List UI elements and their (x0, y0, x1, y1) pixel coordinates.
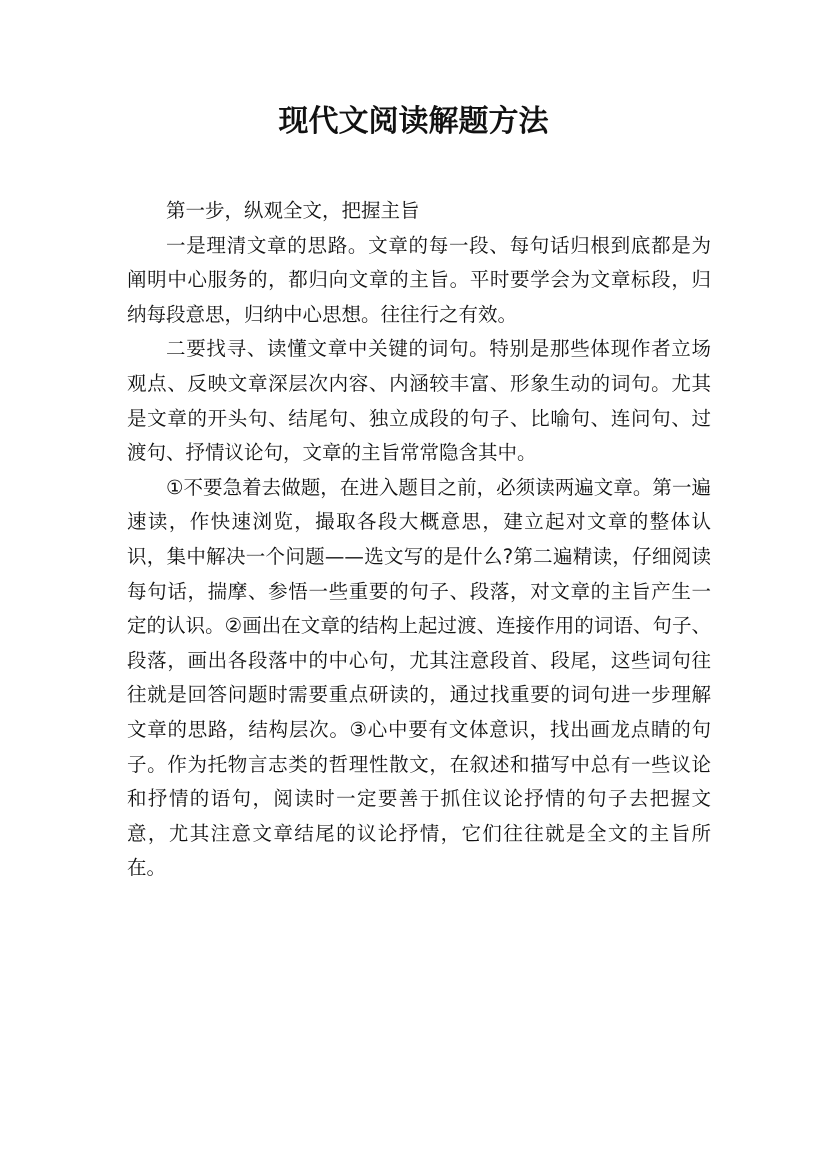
paragraph-key-sentences: 二要找寻、读懂文章中关键的词句。特别是那些体现作者立场观点、反映文章深层次内容、内涵较丰富、形象生动的词句。尤其是文章的开头句、结尾句、独立成段的句子、比喻句、连问句、过渡句、抒情议论句，文章的主旨常常隐含其中。 (127, 337, 711, 465)
paragraph-step-one-heading: 第一步，纵观全文，把握主旨 (166, 199, 420, 222)
paragraph-clarify-thinking: 一是理清文章的思路。文章的每一段、每句话归根到底都是为阐明中心服务的，都归向文章的主旨。平时要学会为文章标段，归纳每段意思，归纳中心思想。往往行之有效。 (127, 233, 711, 326)
paragraph-reading-method: ①不要急着去做题，在进入题目之前，必须读两遍文章。第一遍速读，作快速浏览，撮取各段大概意思，建立起对文章的整体认识，集中解决一个问题——选文写的是什么?第二遍精读，仔细阅读每句话，揣摩、参悟一些重要的句子、段落，对文章的主旨产生一定的认识。②画出在文章的结构上起过渡、连接作用的词语、句子、段落，画出各段落中的中心句，尤其注意段首、段尾，这些词句往往就是回答问题时需要重点研读的，通过找重要的词句进一步理解文章的思路，结构层次。③心中要有文体意识，找出画龙点睛的句子。作为托物言志类的哲理性散文，在叙述和描写中总有一些议论和抒情的语句，阅读时一定要善于抓住议论抒情的句子去把握文意，尤其注意文章结尾的议论抒情，它们往往就是全文的主旨所在。 (127, 475, 711, 880)
document-body (127, 194, 711, 886)
document-title: 现代文阅读解题方法 (278, 104, 549, 139)
